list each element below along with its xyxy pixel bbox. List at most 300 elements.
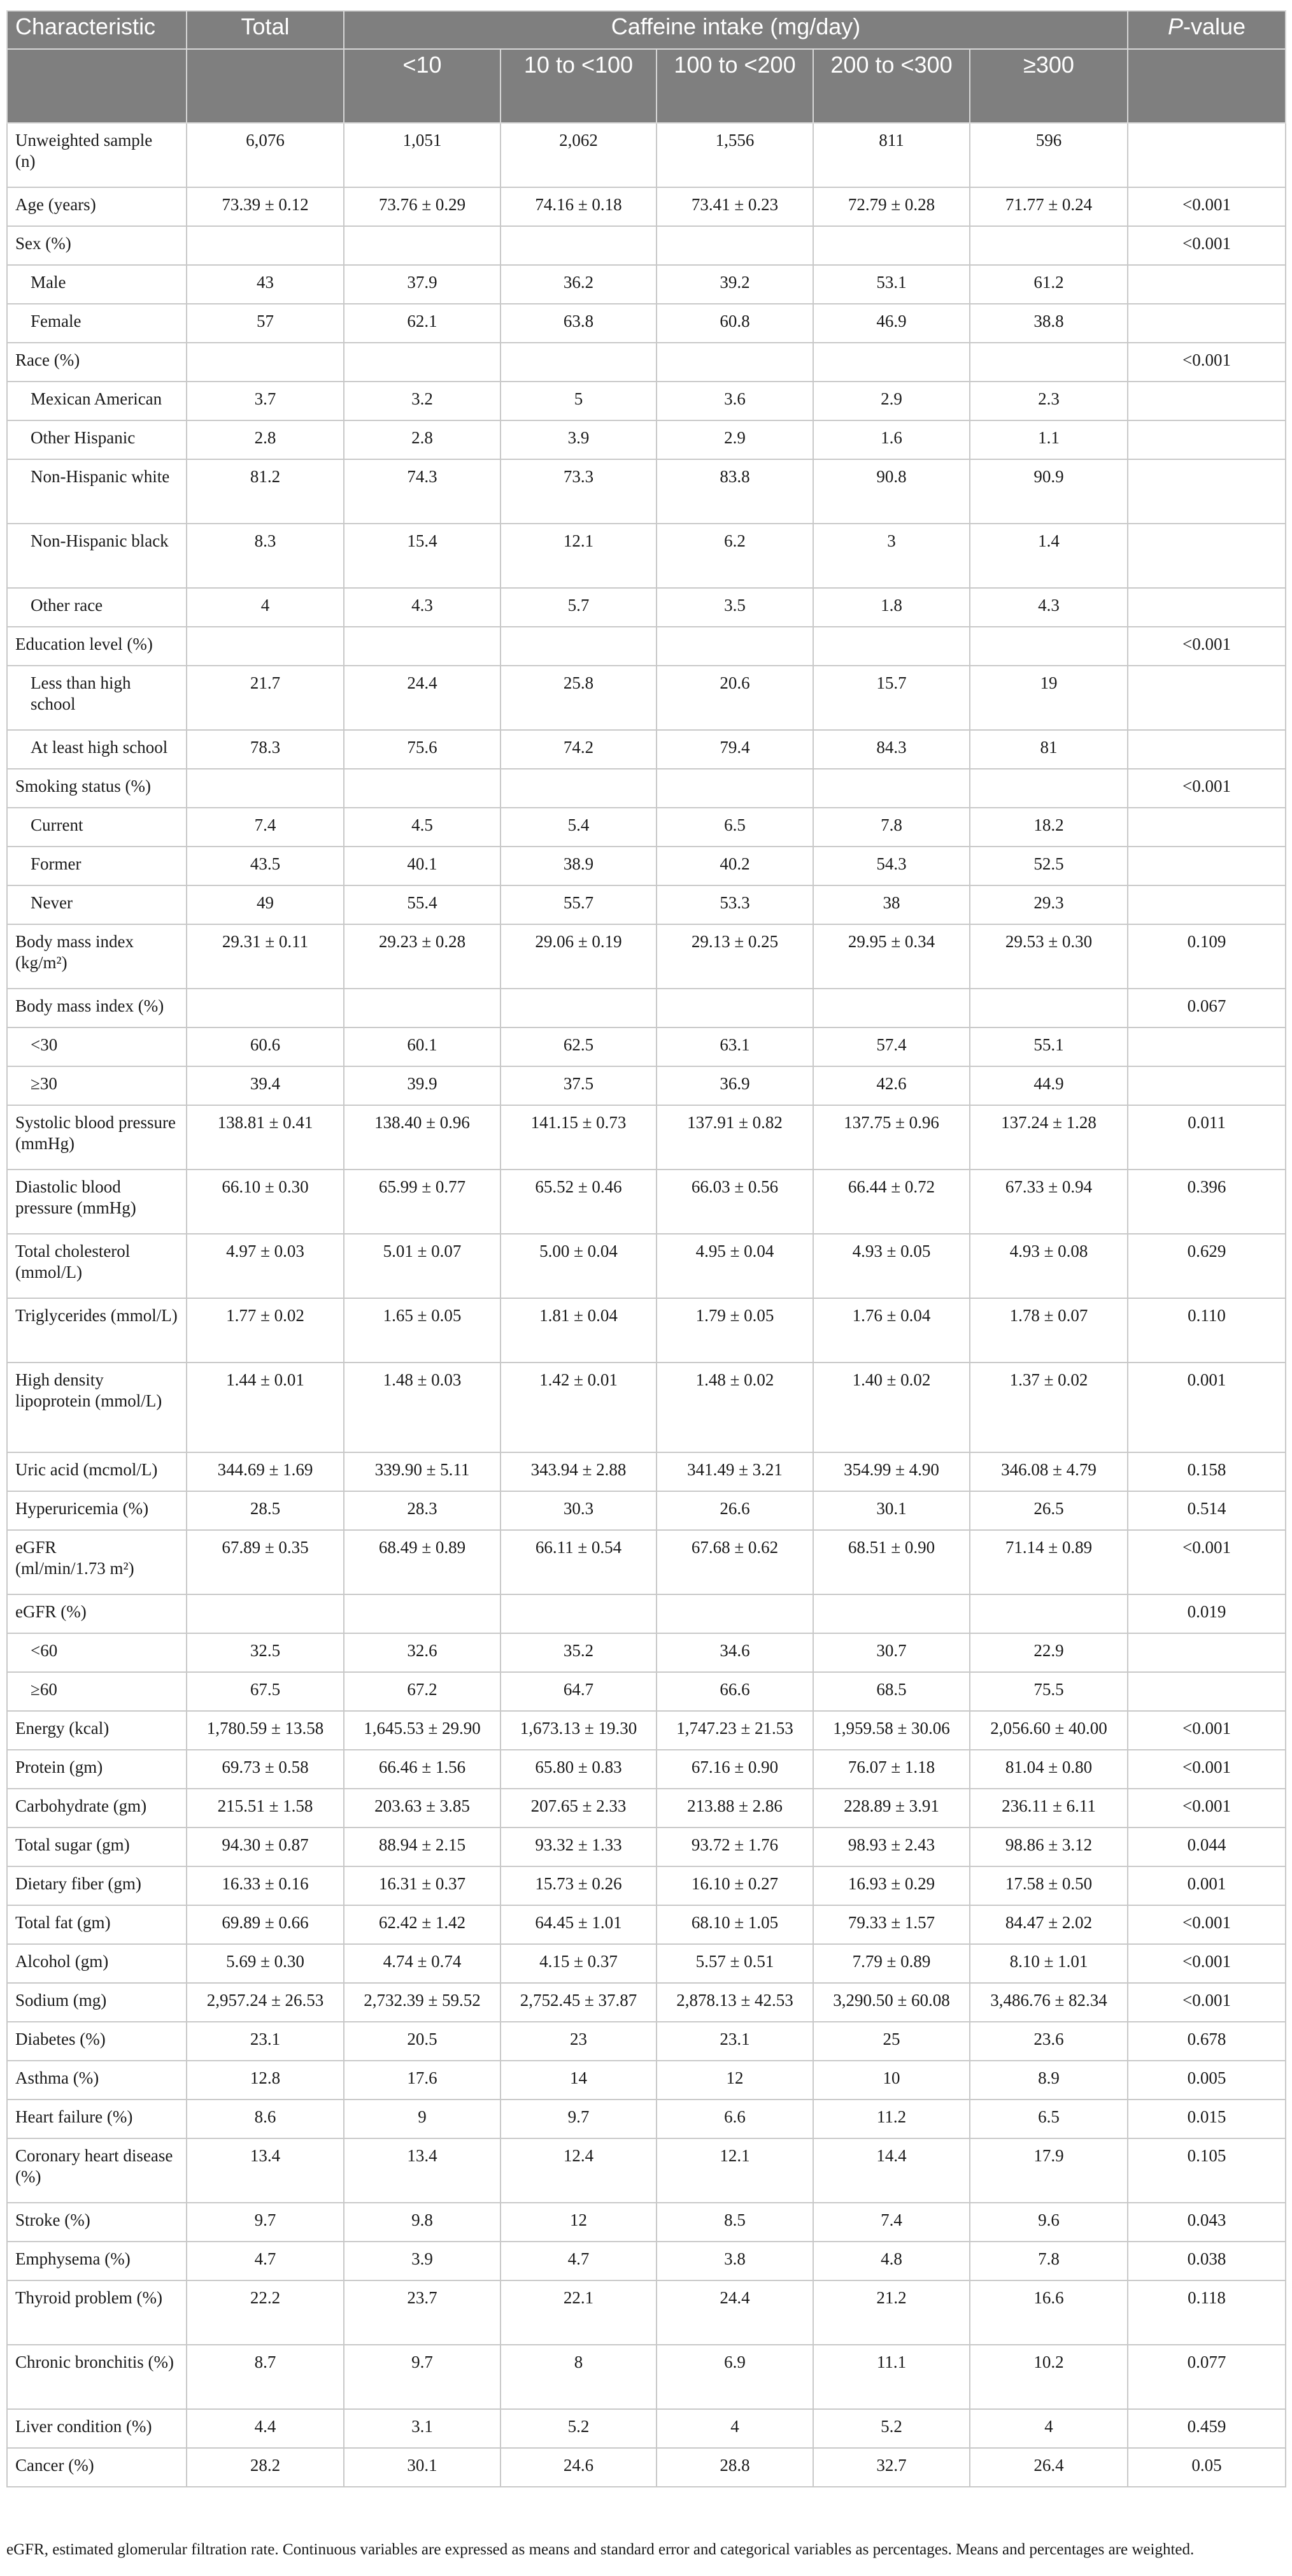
value-cell: 6.6 xyxy=(657,2100,813,2138)
value-cell: 12.8 xyxy=(187,2061,344,2100)
value-cell: 67.68 ± 0.62 xyxy=(657,1530,813,1594)
table-row xyxy=(7,666,1286,730)
p-value-cell: 0.514 xyxy=(1128,1491,1286,1530)
value-cell: 81.2 xyxy=(187,459,344,524)
table-row xyxy=(7,1452,1286,1491)
value-cell: 73.39 ± 0.12 xyxy=(187,187,344,226)
row-label xyxy=(7,2242,187,2280)
value-cell: 1,556 xyxy=(657,123,813,187)
value-cell: 236.11 ± 6.11 xyxy=(970,1789,1128,1828)
value-cell: 66.6 xyxy=(657,1672,813,1711)
value-cell: 23.7 xyxy=(344,2280,500,2345)
row-label xyxy=(7,1298,187,1363)
p-value-cell xyxy=(1128,666,1286,730)
table-row xyxy=(7,1105,1286,1170)
value-cell xyxy=(657,1594,813,1633)
value-cell: 17.6 xyxy=(344,2061,500,2100)
row-label xyxy=(7,808,187,847)
value-cell xyxy=(813,343,970,382)
value-cell: 28.5 xyxy=(187,1491,344,1530)
value-cell: 7.79 ± 0.89 xyxy=(813,1944,970,1983)
value-cell: 38.8 xyxy=(970,304,1128,343)
row-label xyxy=(7,2100,187,2138)
row-label-text: Diastolic blood pressure (mmHg) xyxy=(15,1177,136,1217)
row-label-text: Diabetes (%) xyxy=(15,2029,106,2049)
value-cell: 69.89 ± 0.66 xyxy=(187,1905,344,1944)
table-row xyxy=(7,1905,1286,1944)
row-label xyxy=(7,226,187,265)
row-label-text: Systolic blood pressure (mmHg) xyxy=(15,1113,176,1153)
value-cell: 2.8 xyxy=(187,420,344,459)
table-row xyxy=(7,382,1286,420)
value-cell: 40.1 xyxy=(344,847,500,885)
value-cell: 15.7 xyxy=(813,666,970,730)
value-cell: 10.2 xyxy=(970,2345,1128,2409)
value-cell: 71.14 ± 0.89 xyxy=(970,1530,1128,1594)
value-cell: 1.8 xyxy=(813,588,970,627)
value-cell: 23 xyxy=(500,2022,657,2061)
row-label-unit: (ml/min/1.73 m²) xyxy=(15,1559,134,1578)
value-cell: 15.73 ± 0.26 xyxy=(500,1866,657,1905)
value-cell: 32.7 xyxy=(813,2448,970,2487)
value-cell: 16.33 ± 0.16 xyxy=(187,1866,344,1905)
table-row xyxy=(7,1633,1286,1672)
value-cell xyxy=(813,989,970,1027)
value-cell: 13.4 xyxy=(344,2138,500,2203)
value-cell: 40.2 xyxy=(657,847,813,885)
p-value-cell xyxy=(1128,885,1286,924)
table-row xyxy=(7,123,1286,187)
value-cell: 84.47 ± 2.02 xyxy=(970,1905,1128,1944)
value-cell: 43.5 xyxy=(187,847,344,885)
value-cell: 54.3 xyxy=(813,847,970,885)
table-row xyxy=(7,1983,1286,2022)
header-empty xyxy=(7,49,187,123)
value-cell: 17.9 xyxy=(970,2138,1128,2203)
value-cell: 36.2 xyxy=(500,265,657,304)
p-value-cell: 0.044 xyxy=(1128,1828,1286,1866)
table-row xyxy=(7,2022,1286,2061)
value-cell: 4 xyxy=(187,588,344,627)
value-cell: 15.4 xyxy=(344,524,500,588)
table-row xyxy=(7,2100,1286,2138)
table-row xyxy=(7,924,1286,989)
row-label-text: High density lipoprotein (mmol/L) xyxy=(15,1370,162,1410)
p-value-cell: <0.001 xyxy=(1128,1750,1286,1789)
value-cell: 4.4 xyxy=(187,2409,344,2448)
table-row xyxy=(7,265,1286,304)
header-total: Total xyxy=(187,11,344,49)
value-cell: 37.5 xyxy=(500,1066,657,1105)
value-cell: 5.01 ± 0.07 xyxy=(344,1234,500,1298)
value-cell: 4.7 xyxy=(187,2242,344,2280)
value-cell: 30.1 xyxy=(344,2448,500,2487)
p-value-cell: <0.001 xyxy=(1128,226,1286,265)
row-label-text: <60 xyxy=(31,1641,58,1660)
p-value-cell: 0.118 xyxy=(1128,2280,1286,2345)
value-cell: 2.9 xyxy=(813,382,970,420)
table-row xyxy=(7,730,1286,769)
value-cell xyxy=(187,343,344,382)
value-cell xyxy=(500,1594,657,1633)
value-cell: 72.79 ± 0.28 xyxy=(813,187,970,226)
p-value-cell: 0.459 xyxy=(1128,2409,1286,2448)
value-cell: 7.8 xyxy=(970,2242,1128,2280)
value-cell: 22.9 xyxy=(970,1633,1128,1672)
value-cell: 66.11 ± 0.54 xyxy=(500,1530,657,1594)
value-cell: 78.3 xyxy=(187,730,344,769)
value-cell: 137.91 ± 0.82 xyxy=(657,1105,813,1170)
value-cell: 66.44 ± 0.72 xyxy=(813,1170,970,1234)
value-cell: 8.10 ± 1.01 xyxy=(970,1944,1128,1983)
value-cell: 25 xyxy=(813,2022,970,2061)
value-cell: 49 xyxy=(187,885,344,924)
row-label-text: Protein (gm) xyxy=(15,1757,103,1777)
row-label-text: Unweighted sample xyxy=(15,131,153,150)
value-cell: 341.49 ± 3.21 xyxy=(657,1452,813,1491)
row-label-text: Coronary heart disease (%) xyxy=(15,2146,173,2186)
row-label xyxy=(7,1672,187,1711)
row-label-text: Non-Hispanic black xyxy=(31,531,169,550)
value-cell xyxy=(344,226,500,265)
value-cell: 6.5 xyxy=(657,808,813,847)
value-cell: 60.8 xyxy=(657,304,813,343)
value-cell: 5.57 ± 0.51 xyxy=(657,1944,813,1983)
value-cell: 26.4 xyxy=(970,2448,1128,2487)
value-cell: 13.4 xyxy=(187,2138,344,2203)
value-cell: 207.65 ± 2.33 xyxy=(500,1789,657,1828)
value-cell: 11.2 xyxy=(813,2100,970,2138)
value-cell: 73.3 xyxy=(500,459,657,524)
value-cell: 19 xyxy=(970,666,1128,730)
p-value-cell xyxy=(1128,588,1286,627)
value-cell: 29.06 ± 0.19 xyxy=(500,924,657,989)
value-cell: 73.76 ± 0.29 xyxy=(344,187,500,226)
row-label xyxy=(7,666,187,730)
header-empty xyxy=(1128,49,1286,123)
value-cell xyxy=(657,627,813,666)
table-row xyxy=(7,885,1286,924)
p-value-cell: 0.015 xyxy=(1128,2100,1286,2138)
value-cell: 7.4 xyxy=(187,808,344,847)
value-cell: 73.41 ± 0.23 xyxy=(657,187,813,226)
value-cell xyxy=(500,769,657,808)
value-cell: 66.03 ± 0.56 xyxy=(657,1170,813,1234)
value-cell: 63.1 xyxy=(657,1027,813,1066)
value-cell xyxy=(344,1594,500,1633)
value-cell: 7.4 xyxy=(813,2203,970,2242)
value-cell xyxy=(657,226,813,265)
value-cell xyxy=(344,989,500,1027)
value-cell: 61.2 xyxy=(970,265,1128,304)
table-row xyxy=(7,1594,1286,1633)
value-cell: 203.63 ± 3.85 xyxy=(344,1789,500,1828)
value-cell: 1.1 xyxy=(970,420,1128,459)
value-cell: 1,673.13 ± 19.30 xyxy=(500,1711,657,1750)
value-cell xyxy=(970,627,1128,666)
row-label-text: Male xyxy=(31,273,66,292)
value-cell xyxy=(657,343,813,382)
value-cell: 66.10 ± 0.30 xyxy=(187,1170,344,1234)
value-cell: 1.42 ± 0.01 xyxy=(500,1363,657,1452)
value-cell: 39.4 xyxy=(187,1066,344,1105)
value-cell: 16.10 ± 0.27 xyxy=(657,1866,813,1905)
row-label-text: Dietary fiber (gm) xyxy=(15,1874,141,1893)
value-cell xyxy=(970,989,1128,1027)
table-container xyxy=(6,10,1285,2487)
value-cell: 30.3 xyxy=(500,1491,657,1530)
value-cell: 26.5 xyxy=(970,1491,1128,1530)
p-value-cell: 0.05 xyxy=(1128,2448,1286,2487)
table-row xyxy=(7,304,1286,343)
value-cell: 1.76 ± 0.04 xyxy=(813,1298,970,1363)
p-value-cell: <0.001 xyxy=(1128,1789,1286,1828)
row-label xyxy=(7,2203,187,2242)
value-cell: 354.99 ± 4.90 xyxy=(813,1452,970,1491)
row-label xyxy=(7,924,187,989)
value-cell: 25.8 xyxy=(500,666,657,730)
table-row xyxy=(7,226,1286,265)
table-row xyxy=(7,1027,1286,1066)
value-cell: 4.95 ± 0.04 xyxy=(657,1234,813,1298)
value-cell: 1.48 ± 0.03 xyxy=(344,1363,500,1452)
value-cell: 3.2 xyxy=(344,382,500,420)
value-cell: 9.7 xyxy=(187,2203,344,2242)
value-cell: 3.9 xyxy=(344,2242,500,2280)
value-cell: 30.1 xyxy=(813,1491,970,1530)
value-cell: 1.78 ± 0.07 xyxy=(970,1298,1128,1363)
value-cell: 12 xyxy=(500,2203,657,2242)
row-label-text: Alcohol (gm) xyxy=(15,1952,109,1971)
value-cell: 8.9 xyxy=(970,2061,1128,2100)
p-value-cell xyxy=(1128,1672,1286,1711)
value-cell: 81.04 ± 0.80 xyxy=(970,1750,1128,1789)
value-cell: 346.08 ± 4.79 xyxy=(970,1452,1128,1491)
table-row xyxy=(7,588,1286,627)
p-value-cell: 0.005 xyxy=(1128,2061,1286,2100)
p-value-cell: <0.001 xyxy=(1128,1983,1286,2022)
value-cell: 38.9 xyxy=(500,847,657,885)
value-cell: 6.5 xyxy=(970,2100,1128,2138)
value-cell: 74.2 xyxy=(500,730,657,769)
value-cell: 74.16 ± 0.18 xyxy=(500,187,657,226)
value-cell: 52.5 xyxy=(970,847,1128,885)
value-cell: 98.93 ± 2.43 xyxy=(813,1828,970,1866)
row-label xyxy=(7,2448,187,2487)
value-cell xyxy=(187,1594,344,1633)
p-value-cell: 0.396 xyxy=(1128,1170,1286,1234)
row-label xyxy=(7,123,187,187)
row-label xyxy=(7,524,187,588)
row-label xyxy=(7,2061,187,2100)
row-label xyxy=(7,1530,187,1594)
value-cell: 29.3 xyxy=(970,885,1128,924)
value-cell xyxy=(813,1594,970,1633)
table-row xyxy=(7,524,1286,588)
row-label xyxy=(7,1789,187,1828)
value-cell: 62.42 ± 1.42 xyxy=(344,1905,500,1944)
value-cell: 18.2 xyxy=(970,808,1128,847)
table-row xyxy=(7,1170,1286,1234)
p-value-cell xyxy=(1128,1027,1286,1066)
value-cell xyxy=(970,226,1128,265)
value-cell: 2,957.24 ± 26.53 xyxy=(187,1983,344,2022)
value-cell: 24.6 xyxy=(500,2448,657,2487)
table-row xyxy=(7,2242,1286,2280)
p-value-cell: <0.001 xyxy=(1128,1905,1286,1944)
value-cell: 34.6 xyxy=(657,1633,813,1672)
value-cell: 596 xyxy=(970,123,1128,187)
value-cell: 20.5 xyxy=(344,2022,500,2061)
value-cell: 81 xyxy=(970,730,1128,769)
row-label xyxy=(7,265,187,304)
row-label xyxy=(7,2280,187,2345)
value-cell: 138.40 ± 0.96 xyxy=(344,1105,500,1170)
p-value-cell xyxy=(1128,730,1286,769)
value-cell: 1,051 xyxy=(344,123,500,187)
table-row xyxy=(7,343,1286,382)
value-cell: 36.9 xyxy=(657,1066,813,1105)
header-characteristic: Characteristic xyxy=(7,11,187,49)
row-label-text: Body mass index (%) xyxy=(15,996,164,1015)
row-label-text: Sex (%) xyxy=(15,234,71,253)
value-cell: 5.7 xyxy=(500,588,657,627)
row-label xyxy=(7,1491,187,1530)
value-cell xyxy=(657,769,813,808)
value-cell: 5.2 xyxy=(813,2409,970,2448)
row-label-text: Triglycerides (mmol/L) xyxy=(15,1306,178,1325)
value-cell xyxy=(500,989,657,1027)
value-cell: 14 xyxy=(500,2061,657,2100)
value-cell: 12 xyxy=(657,2061,813,2100)
value-cell: 8.3 xyxy=(187,524,344,588)
row-label-text: Non-Hispanic white xyxy=(31,467,170,486)
row-label-text: Thyroid problem (%) xyxy=(15,2288,162,2307)
value-cell: 137.24 ± 1.28 xyxy=(970,1105,1128,1170)
row-label-text: Total fat (gm) xyxy=(15,1913,111,1932)
table-row xyxy=(7,1828,1286,1866)
p-value-cell: 0.043 xyxy=(1128,2203,1286,2242)
value-cell: 93.32 ± 1.33 xyxy=(500,1828,657,1866)
value-cell: 343.94 ± 2.88 xyxy=(500,1452,657,1491)
table-row xyxy=(7,1789,1286,1828)
row-label xyxy=(7,1452,187,1491)
value-cell: 62.1 xyxy=(344,304,500,343)
value-cell xyxy=(344,343,500,382)
value-cell: 94.30 ± 0.87 xyxy=(187,1828,344,1866)
row-label xyxy=(7,343,187,382)
row-label-text: Total sugar (gm) xyxy=(15,1835,130,1854)
value-cell: 28.3 xyxy=(344,1491,500,1530)
value-cell xyxy=(500,226,657,265)
value-cell: 63.8 xyxy=(500,304,657,343)
value-cell: 32.5 xyxy=(187,1633,344,1672)
p-value-cell: <0.001 xyxy=(1128,769,1286,808)
value-cell: 1,747.23 ± 21.53 xyxy=(657,1711,813,1750)
value-cell: 67.2 xyxy=(344,1672,500,1711)
value-cell: 228.89 ± 3.91 xyxy=(813,1789,970,1828)
value-cell: 2,056.60 ± 40.00 xyxy=(970,1711,1128,1750)
row-label-text: Other race xyxy=(31,596,103,615)
value-cell: 4.7 xyxy=(500,2242,657,2280)
value-cell: 88.94 ± 2.15 xyxy=(344,1828,500,1866)
table-row xyxy=(7,1866,1286,1905)
row-label-text: Female xyxy=(31,311,82,331)
value-cell: 16.93 ± 0.29 xyxy=(813,1866,970,1905)
value-cell: 9.7 xyxy=(500,2100,657,2138)
value-cell: 53.3 xyxy=(657,885,813,924)
row-label xyxy=(7,459,187,524)
table-row xyxy=(7,1672,1286,1711)
p-value-cell xyxy=(1128,382,1286,420)
table-row xyxy=(7,2409,1286,2448)
row-label-text: eGFR xyxy=(15,1538,57,1557)
value-cell: 6,076 xyxy=(187,123,344,187)
p-value-cell xyxy=(1128,123,1286,187)
p-value-cell xyxy=(1128,459,1286,524)
table-row xyxy=(7,627,1286,666)
p-value-cell: 0.110 xyxy=(1128,1298,1286,1363)
value-cell: 1,780.59 ± 13.58 xyxy=(187,1711,344,1750)
value-cell: 71.77 ± 0.24 xyxy=(970,187,1128,226)
value-cell: 3.8 xyxy=(657,2242,813,2280)
value-cell: 21.2 xyxy=(813,2280,970,2345)
p-value-cell: 0.678 xyxy=(1128,2022,1286,2061)
table-row xyxy=(7,847,1286,885)
value-cell: 10 xyxy=(813,2061,970,2100)
p-value-cell: <0.001 xyxy=(1128,343,1286,382)
row-label xyxy=(7,588,187,627)
value-cell: 2,732.39 ± 59.52 xyxy=(344,1983,500,2022)
value-cell: 2.9 xyxy=(657,420,813,459)
row-label-text: Race (%) xyxy=(15,350,80,369)
row-label-text: Total cholesterol (mmol/L) xyxy=(15,1241,131,1282)
value-cell: 16.6 xyxy=(970,2280,1128,2345)
value-cell: 1.40 ± 0.02 xyxy=(813,1363,970,1452)
value-cell: 4.3 xyxy=(344,588,500,627)
table-row xyxy=(7,1944,1286,1983)
value-cell: 4.93 ± 0.08 xyxy=(970,1234,1128,1298)
value-cell: 39.2 xyxy=(657,265,813,304)
value-cell: 14.4 xyxy=(813,2138,970,2203)
p-value-cell: 0.629 xyxy=(1128,1234,1286,1298)
table-row xyxy=(7,1066,1286,1105)
value-cell xyxy=(970,343,1128,382)
value-cell: 8.7 xyxy=(187,2345,344,2409)
p-italic: P xyxy=(1168,13,1184,39)
p-value-cell: 0.011 xyxy=(1128,1105,1286,1170)
row-label xyxy=(7,1944,187,1983)
value-cell: 4.8 xyxy=(813,2242,970,2280)
value-cell: 35.2 xyxy=(500,1633,657,1672)
value-cell: 28.8 xyxy=(657,2448,813,2487)
row-label-text: At least high school xyxy=(31,738,168,757)
row-label-text: Sodium (mg) xyxy=(15,1991,107,2010)
row-label xyxy=(7,769,187,808)
header-p-value xyxy=(1128,11,1286,49)
value-cell: 67.89 ± 0.35 xyxy=(187,1530,344,1594)
value-cell: 29.31 ± 0.11 xyxy=(187,924,344,989)
row-label-text: Current xyxy=(31,815,83,834)
value-cell: 2.3 xyxy=(970,382,1128,420)
value-cell: 5 xyxy=(500,382,657,420)
value-cell xyxy=(500,343,657,382)
row-label xyxy=(7,1633,187,1672)
row-label xyxy=(7,382,187,420)
value-cell: 64.7 xyxy=(500,1672,657,1711)
value-cell: 79.4 xyxy=(657,730,813,769)
value-cell: 21.7 xyxy=(187,666,344,730)
